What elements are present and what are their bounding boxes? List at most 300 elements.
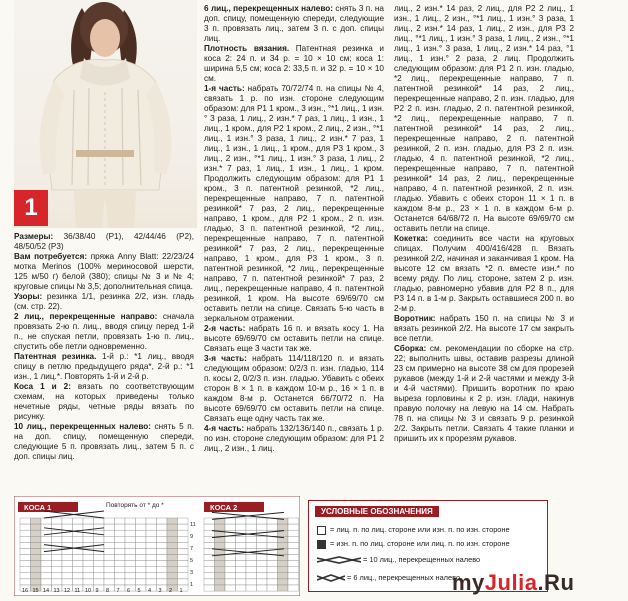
chart-cell <box>83 579 94 585</box>
chart-cell <box>267 542 278 548</box>
x-tick-label: 4 <box>148 588 152 594</box>
chart-cell <box>31 530 42 536</box>
chart-cell <box>157 567 168 573</box>
chart-cell <box>146 518 157 524</box>
paragraph-text: лиц., 2 изн.* 14 раз, 2 лиц., для P2 2 лиц., 1 изн., 1 лиц., 2 изн., °*1 лиц., 1 изн.° 3 раза, 1 лиц., 2 изн.* 14 раз, 1 лиц., 2 изн., для P3 2 лиц., °*1 лиц., 1 изн.° 3 раза, 1 лиц., 2 изн., °*1 лиц., 1 изн.° 3 раза, 1 лиц., 2 изн.* 14 раз, °1 лиц., 1 изн.° 2 раза, 2 лиц. Продолжить следующим образом: для P1 2 п. изн. гладью, *2 лиц., перекрещенные направо, 7 п. патентной резинкой* 14 раз, 2 лиц., перекрещенные направо, 2 п. изн. гладью, для P2 2 п. изн. гладью, 2 п. патентной резинкой, *2 лиц., перекрещенные направо, 7 п. патентной резинкой* 14 раз, 2 лиц., перекрещенные направо, 2 п. патентной резинкой, 2 п. изн. гладью, для P3 2 п. изн. гладью, 4 п. патентной резинкой, *2 лиц., перекрещенные направо, 7 п. патентной резинкой* 14 раз, 2 лиц., перекрещенные направо, 4 п. патентной резинкой, 2 п. изн. гладью. Убавить с обеих сторон 11 × 1 п. в каждом 8-м р., 23 × 1 п. в каждом 6-м р. Останется 64/68/72 п. На высоте 69/69/70 см оставить петли на спице. <box>394 4 574 233</box>
paragraph-text: набрать 16 п. и вязать косу 1. На высоте 69/69/70 см оставить петли на спице. Связать еще 3 части так же. <box>204 324 384 353</box>
kosa2-title: КОСА 2 <box>210 503 238 512</box>
chart-cell <box>125 518 136 524</box>
cross-10-icon <box>317 556 361 564</box>
paragraph-heading: Кокетка: <box>394 234 428 243</box>
chart-cell <box>125 530 136 536</box>
chart-cell <box>94 518 105 524</box>
chart-cell <box>20 561 31 567</box>
chart-cell <box>115 536 126 542</box>
chart-cell <box>31 536 42 542</box>
chart-cell <box>62 561 73 567</box>
chart-cell <box>288 548 299 554</box>
chart-cell <box>104 524 115 530</box>
chart-cell <box>278 561 289 567</box>
chart-cell <box>94 573 105 579</box>
chart-cell <box>115 518 126 524</box>
chart-cell <box>204 579 215 585</box>
chart-cell <box>62 567 73 573</box>
chart-cell <box>236 567 247 573</box>
paragraph-heading: Узоры: <box>14 292 43 301</box>
chart-cell <box>225 573 236 579</box>
chart-cell <box>31 567 42 573</box>
chart-cell <box>215 579 226 585</box>
chart-cell <box>52 555 63 561</box>
chart-cell <box>83 518 94 524</box>
chart-cell <box>225 567 236 573</box>
chart-cell <box>246 567 257 573</box>
paragraph-text: см. рекомендации по сборке на стр. 22; выполнить швы, оставив разрезы длиной 23 см примерно на высоте 38 см для прорезей рукавов (между 1-й и 2-й частями и между 3-й и 4-й частями). Пришить воротник по краю выреза горловины к 2 р. изн. глади, накинув правую полочку на левую на 14 см. Набрать 78 п. на спицы № 3 и связать 9 р. резинкой 2/2. Закрыть петли. Связать 4 такие планки и пришить их к прорезям рукавов. <box>394 344 574 443</box>
chart-cell <box>104 530 115 536</box>
chart-cell <box>257 579 268 585</box>
paragraph-heading: 10 лиц., перекрещенных налево: <box>14 422 151 431</box>
chart-cell <box>146 555 157 561</box>
chart-cell <box>83 536 94 542</box>
chart-cell <box>94 530 105 536</box>
x-tick-label: 6 <box>127 588 131 594</box>
chart-cell <box>125 548 136 554</box>
chart-cell <box>167 561 178 567</box>
col2-paragraph <box>204 44 384 84</box>
chart-cell <box>52 579 63 585</box>
chart-cell <box>41 561 52 567</box>
col1-paragraph <box>14 252 194 292</box>
x-tick-label: 10 <box>85 588 92 594</box>
paragraph-heading: 2-я часть: <box>204 324 246 333</box>
chart-cell <box>215 567 226 573</box>
chart-cell <box>178 579 189 585</box>
chart-cell <box>288 530 299 536</box>
chart-cell <box>178 555 189 561</box>
chart-cell <box>125 561 136 567</box>
x-tick-label: 9 <box>95 588 99 594</box>
chart-cell <box>62 555 73 561</box>
chart-cell <box>52 561 63 567</box>
chart-cell <box>257 524 268 530</box>
chart-cell <box>20 530 31 536</box>
chart-cell <box>83 567 94 573</box>
legend-item-knit: = лиц. п. по лиц. стороне или изн. п. по изн. стороне <box>317 525 510 535</box>
chart-cell <box>246 573 257 579</box>
chart-cell <box>278 579 289 585</box>
paragraph-heading: Плотность вязания. <box>204 44 290 53</box>
chart-cell <box>288 561 299 567</box>
col3-paragraph <box>394 344 574 444</box>
paragraph-text: набрать 70/72/74 п. на спицы № 4, связать 1 р. по изн. стороне следующим образом: для P1 1 кром., 3 изн., °*1 лиц., 1 изн.° 3 раза, 1 лиц., 2 изн.* 7 раз, 1 лиц., 1 изн., 1 лиц., 1 кром., для P2 1 кром., 2 лиц., 2 изн., °*1 лиц., 1 изн.° 3 раза, 1 лиц., 2 изн.* 7 раз, 1 лиц., 1 изн., 1 лиц., 1 кром., для P3 1 кром., 3 лиц., 2 изн., °*1 лиц., 1 изн.° 3 раза, 1 лиц., 2 изн.* 7 раз, 1 лиц., 1 изн., 1 лиц., 1 кром. Продолжить следующим образом: для P1 1 кром., 3 п. патентной резинкой, *2 лиц., перекрещенные направо, 7 п. патентной резинкой* 7 раз, 2 лиц., перекрещенные направо, 1 кром., для P2 1 кром., 2 п. изн. гладью, 3 п. патентной резинкой, *2 лиц., перекрещенные направо, 7 п. патентной резинкой* 7 раз, 2 лиц., перекрещенные направо, 1 кром., для P3 1 кром., 3 п. патентной резинкой, *2 лиц., перекрещенные направо, 7 п. патентной резинкой* 7 раз, 2 лиц., перекрещенные направо, 4 п. патентной резинкой, 1 кром. На высоте 69/69/70 см оставить петли на спице. Связать 5-ю часть в зеркальном отражении. <box>204 84 384 323</box>
col3-paragraph <box>394 234 574 314</box>
chart-cell <box>246 542 257 548</box>
x-tick-label: 1 <box>179 588 183 594</box>
chart-cell <box>167 573 178 579</box>
legend-item-6-cross: = 6 лиц., перекрещенных налево <box>317 573 460 582</box>
paragraph-text: Патентная резинка и коса 2: 24 п. и 34 р. = 10 × 10 см; коса 1: ширина 5,5 см; коса 2: 33,5 п. и 32 р. = 10 × 10 см. <box>204 44 384 83</box>
chart-cell <box>52 567 63 573</box>
chart-cell <box>115 555 126 561</box>
x-tick-label: 8 <box>106 588 110 594</box>
chart-cell <box>125 524 136 530</box>
chart-cell <box>246 555 257 561</box>
chart-cell <box>288 518 299 524</box>
chart-cell <box>225 555 236 561</box>
x-tick-label: 15 <box>32 588 39 594</box>
chart-cell <box>94 579 105 585</box>
x-tick-label: 5 <box>137 588 141 594</box>
col2-paragraph <box>204 354 384 424</box>
chart-cell <box>267 585 278 591</box>
chart-cell <box>257 555 268 561</box>
chart-cell <box>136 561 147 567</box>
chart-cell <box>178 561 189 567</box>
chart-cell <box>146 567 157 573</box>
empty-square-icon <box>317 526 326 535</box>
chart-cell <box>246 536 257 542</box>
chart-cell <box>257 567 268 573</box>
chart-cell <box>157 548 168 554</box>
chart-cell <box>62 573 73 579</box>
chart-cell <box>178 573 189 579</box>
model-photo <box>14 0 197 228</box>
chart-cell <box>136 530 147 536</box>
chart-cell <box>167 567 178 573</box>
chart-cell <box>104 567 115 573</box>
chart-cell <box>178 567 189 573</box>
chart-cell <box>146 536 157 542</box>
chart-cell <box>167 542 178 548</box>
paragraph-heading: Воротник: <box>394 314 436 323</box>
chart-cell <box>257 585 268 591</box>
chart-cell <box>167 536 178 542</box>
chart-cell <box>73 524 84 530</box>
chart-cell <box>236 518 247 524</box>
chart-cell <box>136 573 147 579</box>
chart-cell <box>236 536 247 542</box>
chart-cell <box>73 555 84 561</box>
paragraph-text: сначала провязать 2-ю п. лиц., вводя спицу перед 1-й п., не спуская петли, провязать 1-ю п. лиц., спустить обе петли одновременно. <box>14 312 194 351</box>
chart-cell <box>267 573 278 579</box>
chart-cell <box>246 579 257 585</box>
chart-cell <box>167 548 178 554</box>
chart-cell <box>157 536 168 542</box>
chart-cell <box>204 524 215 530</box>
chart-cell <box>215 524 226 530</box>
chart-cell <box>136 579 147 585</box>
legend-item-purl: = изн. п. по лиц. стороне или лиц. п. по изн. стороне <box>317 539 510 549</box>
chart-cell <box>225 536 236 542</box>
chart-cell <box>146 542 157 548</box>
chart-cell <box>204 585 215 591</box>
y-tick-label: 3 <box>190 570 194 576</box>
chart-cell <box>257 542 268 548</box>
chart-cell <box>125 555 136 561</box>
paragraph-text: соединить все части на круговых спицах. Получим 400/416/428 п. Вязать резинкой 2/2, начиная и заканчивая 1 кром. На высоте 12 см вязать *2 п. вместе изн.* по всему ряду. По лиц. стороне, затем 2 р. изн. гладью, равномерно убавив для P2 8 п., для P3 14 п. в 1-м р. Закрыть оставшиеся 200 п. во 2-м р. <box>394 234 574 313</box>
chart-cell <box>146 561 157 567</box>
chart-cell <box>236 555 247 561</box>
paragraph-heading: Коса 1 и 2: <box>14 382 71 391</box>
chart-cell <box>225 542 236 548</box>
chart-cell <box>236 573 247 579</box>
chart-cell <box>73 579 84 585</box>
chart-cell <box>20 542 31 548</box>
chart-cell <box>178 524 189 530</box>
kosa2-grid <box>204 512 299 591</box>
chart-cell <box>178 530 189 536</box>
chart-cell <box>288 524 299 530</box>
chart-cell <box>267 579 278 585</box>
chart-cell <box>115 542 126 548</box>
chart-cell <box>146 530 157 536</box>
chart-cell <box>115 561 126 567</box>
chart-cell <box>125 579 136 585</box>
chart-cell <box>94 555 105 561</box>
chart-cell <box>288 542 299 548</box>
legend-item-10-cross: = 10 лиц., перекрещенных налево <box>317 555 480 564</box>
col1-paragraph <box>14 422 194 462</box>
chart-cell <box>52 518 63 524</box>
paragraph-text: набрать 150 п. на спицы № 3 и вязать резинкой 2/2. На высоте 17 см закрыть все петли. <box>394 314 574 343</box>
chart-cell <box>157 555 168 561</box>
chart-cell <box>278 542 289 548</box>
chart-cell <box>167 579 178 585</box>
legend-title: УСЛОВНЫЕ ОБОЗНАЧЕНИЯ <box>315 506 439 517</box>
chart-cell <box>104 536 115 542</box>
chart-cell <box>125 542 136 548</box>
paragraph-text: снять 5 п. на доп. спицу, помещенную спереди, следующие 5 п. провязать лиц., затем 5 п. с доп. спицы лиц. <box>14 422 194 461</box>
paragraph-heading: 6 лиц., перекрещенных налево: <box>204 4 333 13</box>
chart-cell <box>94 536 105 542</box>
x-tick-label: 13 <box>53 588 60 594</box>
paragraph-text: набрать 114/118/120 п. и вязать следующим образом: 0/2/3 п. изн. гладью, 114 п. косы 2, 0/2/3 п. изн. гладью. Убавить с обеих сторон 8 × 1 п. в каждом 10-м р., 16 × 1 п. в каждом 8-м р. Останется 66/70/72 п. На высоте 69/69/70 см оставить петли на спице. Связать еще одну часть так же. <box>204 354 384 423</box>
chart-cell <box>257 573 268 579</box>
chart-cell <box>236 561 247 567</box>
chart-cell <box>236 542 247 548</box>
chart-cell <box>267 567 278 573</box>
paragraph-text: снять 3 п. на доп. спицу, помещенную спереди, следующие 3 п. провязать лиц., затем 3 п. с доп. спицы лиц. <box>204 4 384 43</box>
chart-cell <box>257 536 268 542</box>
chart-cell <box>225 579 236 585</box>
col2-paragraph <box>204 84 384 324</box>
col1-paragraph <box>14 292 194 312</box>
x-tick-label: 3 <box>158 588 162 594</box>
chart-cell <box>225 524 236 530</box>
chart-cell <box>225 561 236 567</box>
chart-cell <box>31 555 42 561</box>
paragraph-text: 1-й р.: *1 лиц., вводя спицу в петлю предыдущего ряда*, 2-й р.: *1 изн., 1 лиц.*. Повторять 1-й и 2-й р. <box>14 352 194 381</box>
chart-cell <box>215 561 226 567</box>
chart-cell <box>136 536 147 542</box>
chart-cell <box>41 530 52 536</box>
chart-cell <box>115 524 126 530</box>
x-tick-label: 16 <box>22 588 29 594</box>
x-tick-label: 11 <box>74 588 81 594</box>
chart-cell <box>157 524 168 530</box>
x-tick-label: 14 <box>43 588 50 594</box>
instructions-column-1 <box>14 232 194 462</box>
chart-cell <box>178 542 189 548</box>
chart-cell <box>278 585 289 591</box>
site-watermark: myJulia.Ru <box>452 570 575 595</box>
chart-cell <box>136 542 147 548</box>
chart-cell <box>288 567 299 573</box>
kosa1-grid <box>20 511 188 591</box>
chart-cell <box>62 524 73 530</box>
paragraph-heading: Вам потребуется: <box>14 252 88 261</box>
chart-cell <box>62 536 73 542</box>
col2-paragraph <box>204 424 384 454</box>
chart-cell <box>104 542 115 548</box>
chart-cell <box>20 548 31 554</box>
chart-cell <box>125 573 136 579</box>
chart-cell <box>136 548 147 554</box>
chart-cell <box>94 561 105 567</box>
kosa1-title: КОСА 1 <box>24 503 52 512</box>
chart-cell <box>257 518 268 524</box>
chart-cell <box>125 567 136 573</box>
chart-cell <box>104 518 115 524</box>
chart-cell <box>104 548 115 554</box>
chart-cell <box>157 579 168 585</box>
chart-cell <box>83 573 94 579</box>
col2-paragraph <box>204 4 384 44</box>
col3-paragraph <box>394 4 574 234</box>
instructions-column-2 <box>204 4 384 454</box>
y-tick-label: 7 <box>190 546 194 552</box>
chart-cell <box>157 573 168 579</box>
y-tick-label: 5 <box>190 558 194 564</box>
paragraph-text: пряжа Anny Blatt: 22/23/24 мотка Merinos (100% мериносовой шерсти, 125 м/50 г) белой (380); спицы № 3 и № 4; круговые спицы № 3,5; дополнительная спица. <box>14 252 194 291</box>
chart-cell <box>115 579 126 585</box>
chart-cell <box>20 555 31 561</box>
chart-cell <box>41 555 52 561</box>
chart-cell <box>246 524 257 530</box>
chart-cell <box>178 548 189 554</box>
chart-cell <box>104 561 115 567</box>
paragraph-heading: 4-я часть: <box>204 424 245 433</box>
chart-cell <box>267 524 278 530</box>
chart-cell <box>157 518 168 524</box>
chart-cell <box>31 561 42 567</box>
chart-cell <box>236 585 247 591</box>
chart-cell <box>246 518 257 524</box>
chart-cell <box>73 561 84 567</box>
chart-cell <box>167 524 178 530</box>
chart-cell <box>146 548 157 554</box>
paragraph-text: 36/38/40 (P1), 42/44/46 (P2), 48/50/52 (P3) <box>14 232 194 251</box>
repeat-note: Повторять от * до * <box>106 502 164 509</box>
paragraph-text: набрать 132/136/140 п., связать 1 р. по изн. стороне следующим образом: для P1 2 лиц., 2 изн., 1 лиц. <box>204 424 384 453</box>
chart-cell <box>31 524 42 530</box>
chart-cell <box>236 579 247 585</box>
chart-cell <box>236 524 247 530</box>
chart-cell <box>215 573 226 579</box>
chart-cell <box>41 567 52 573</box>
chart-cell <box>41 518 52 524</box>
chart-cell <box>288 579 299 585</box>
chart-cell <box>20 518 31 524</box>
y-tick-label: 9 <box>190 534 194 540</box>
col1-paragraph <box>14 232 194 252</box>
chart-cell <box>73 567 84 573</box>
chart-cell <box>41 536 52 542</box>
chart-cell <box>20 536 31 542</box>
chart-cell <box>204 567 215 573</box>
chart-cell <box>246 561 257 567</box>
chart-cell <box>288 573 299 579</box>
chart-cell <box>52 536 63 542</box>
chart-cell <box>41 524 52 530</box>
chart-cell <box>115 548 126 554</box>
chart-cell <box>41 573 52 579</box>
chart-cell <box>136 524 147 530</box>
chart-cell <box>246 585 257 591</box>
model-number-badge: 1 <box>14 190 48 226</box>
chart-cell <box>225 585 236 591</box>
col1-paragraph <box>14 352 194 382</box>
chart-cell <box>225 518 236 524</box>
chart-cell <box>167 518 178 524</box>
chart-cell <box>83 561 94 567</box>
chart-cell <box>278 567 289 573</box>
chart-cell <box>52 573 63 579</box>
chart-cell <box>115 567 126 573</box>
instructions-column-3 <box>394 4 574 444</box>
chart-cell <box>31 548 42 554</box>
chart-cell <box>20 567 31 573</box>
y-tick-label: 11 <box>190 522 196 528</box>
chart-cell <box>157 542 168 548</box>
chart-cell <box>257 561 268 567</box>
chart-cell <box>146 524 157 530</box>
chart-cell <box>104 555 115 561</box>
chart-cell <box>204 542 215 548</box>
col1-paragraph <box>14 382 194 422</box>
paragraph-heading: Размеры: <box>14 232 54 241</box>
chart-cell <box>136 518 147 524</box>
chart-cell <box>104 579 115 585</box>
paragraph-heading: Патентная резинка. <box>14 352 97 361</box>
chart-cell <box>20 524 31 530</box>
col1-paragraph <box>14 312 194 352</box>
paragraph-heading: Сборка: <box>394 344 427 353</box>
chart-cell <box>73 573 84 579</box>
chart-cell <box>104 573 115 579</box>
paragraph-text: вязать по соответствующим схемам, на которых приведены только нечетные ряды, четные ряды вязать по рисунку. <box>14 382 194 421</box>
chart-cell <box>83 542 94 548</box>
chart-cell <box>31 579 42 585</box>
col2-paragraph <box>204 324 384 354</box>
chart-cell <box>31 573 42 579</box>
chart-cell <box>31 542 42 548</box>
cross-6-icon <box>317 574 345 582</box>
x-tick-label: 7 <box>116 588 120 594</box>
chart-cell <box>146 579 157 585</box>
chart-cell <box>94 567 105 573</box>
chart-cell <box>157 530 168 536</box>
chart-cell <box>62 518 73 524</box>
chart-cell <box>215 542 226 548</box>
chart-cell <box>178 536 189 542</box>
chart-cell <box>41 579 52 585</box>
chart-cell <box>62 579 73 585</box>
chart-cell <box>278 573 289 579</box>
col3-paragraph <box>394 314 574 344</box>
chart-cell <box>215 585 226 591</box>
chart-cell <box>115 573 126 579</box>
